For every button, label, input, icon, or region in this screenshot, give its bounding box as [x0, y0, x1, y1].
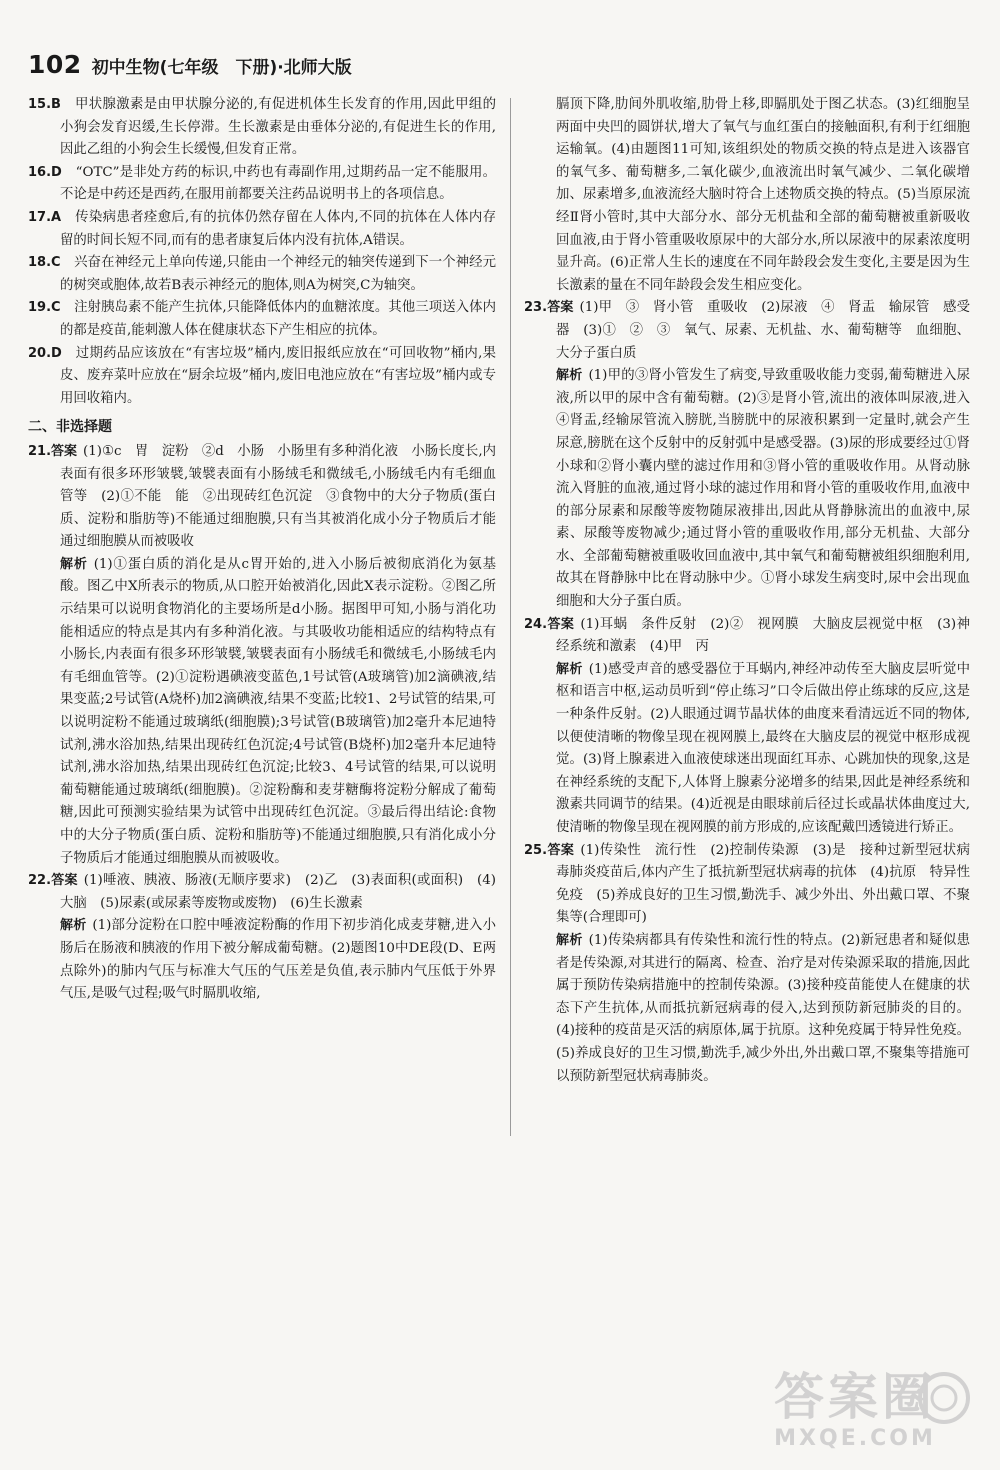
explanation-text: 甲状腺激素是由甲状腺分泌的,有促进机体生长发育的作用,因此甲组的小狗会发育迟缓,生长停滞。生长激素是由垂体分泌的,有促进生长的作用,因此乙组的小狗会生长缓慢,但发育正常。 [60, 97, 497, 158]
answer-label: 答案 [547, 300, 574, 316]
analysis-text-continued: 膈顶下降,肋间外肌收缩,肋骨上移,即膈肌处于图乙状态。(3)红细胞呈两面中央凹的圆饼状,增大了氧气与血红蛋白的接触面积,有利于红细胞运输氧。(4)由题图11可知,该组织处的物质交换的特点是进入该器官的氧气多、葡萄糖多,二氧化碳少,血液流出时氧气减少、二氧化碳增加、尿素增多,血液流经大脑时符合上述物质交换的特点。(5)当原尿流经Ⅱ肾小管时,其中大部分水、部分无机盐和全部的葡萄糖被重新吸收回血液,由于肾小管重吸收原尿中的大部分水,所以尿液中的尿素浓度明显升高。(6)正常人生长的速度在不同年龄段会发生变化,主要是因为生长激素的量在不同年龄段会发生相应变化。 [556, 97, 970, 293]
question-number: 21. [28, 443, 52, 459]
left-column [28, 94, 496, 1006]
answer-label: 答案 [547, 616, 575, 632]
answer-label: 答案 [51, 873, 78, 889]
answer-line [28, 870, 496, 915]
explanation-text: 传染病患者痊愈后,有的抗体仍然存留在人体内,不同的抗体在人体内存留的时间长短不同,而有的患者康复后体内没有抗体,A错误。 [60, 209, 496, 248]
answer-item-18 [28, 252, 496, 297]
answer-item-22-continued [524, 94, 970, 297]
analysis-line [524, 365, 970, 614]
answer-text: (1)传染性 流行性 (2)控制传染源 (3)是 接种过新型冠状病毒肺炎疫苗后,体内产生了抵抗新型冠状病毒的抗体 (4)抗原 特异性免疫 (5)养成良好的卫生习惯,勤洗手、减少外出、外出戴口罩、不聚集等(合理即可) [556, 842, 970, 926]
answer-item-23 [524, 297, 970, 613]
question-number: 16.D [28, 164, 62, 180]
question-number: 18.C [28, 255, 61, 271]
analysis-label: 解析 [60, 918, 87, 934]
analysis-label: 解析 [556, 661, 583, 677]
analysis-label: 解析 [556, 368, 583, 384]
analysis-line [524, 930, 970, 1088]
analysis-line [524, 659, 970, 840]
question-number: 20.D [28, 345, 62, 361]
section-heading: 二、非选择题 [28, 419, 112, 436]
page-number: 102 [28, 50, 82, 79]
analysis-label: 解析 [60, 556, 88, 572]
analysis-text: (1)感受声音的感受器位于耳蜗内,神经冲动传至大脑皮层听觉中枢和语言中枢,运动员听到“停止练习”口令后做出停止练球的反应,这是一种条件反射。(2)人眼通过调节晶状体的曲度来看清远近不同的物体,以便使清晰的物像呈现在视网膜上,最终在大脑皮层的视觉中枢形成视觉。(3)肾上腺素进入血液使球迷出现面红耳赤、心跳加快的现象,这是在神经系统的支配下,人体肾上腺素分泌增多的结果,因此是神经系统和激素共同调节的结果。(4)近视是由眼球前后径过长或晶状体曲度过大,使清晰的物像呈现在视网膜的前方形成的,应该配戴凹透镜进行矫正。 [556, 661, 970, 835]
analysis-text: (1)甲的③肾小管发生了病变,导致重吸收能力变弱,葡萄糖进入尿液,所以甲的尿中含有葡萄糖。(2)③是肾小管,流出的液体叫尿液,进入④肾盂,经输尿管流入膀胱,当膀胱中的尿液积累到一定量时,就会产生尿意,膀胱在这个反射中的反射弧中是感受器。(3)尿的形成要经过①肾小球和②肾小囊内壁的滤过作用和③肾小管的重吸收作用。从肾动脉流入肾脏的血液,通过肾小球的滤过作用和肾小管的重吸收作用,血液中的部分尿素和尿酸等废物随尿液排出,因此从肾静脉流出的血液中,尿素、尿酸等废物减少;通过肾小管的重吸收作用,部分无机盐、大部分水、全部葡萄糖被重吸收回血液中,其中氧气和葡萄糖被组织细胞利用,故其在肾静脉中比在肾动脉中少。①肾小球发生病变时,尿中会出现血细胞和大分子蛋白质。 [556, 368, 970, 610]
answer-line [524, 614, 970, 659]
question-number: 17.A [28, 209, 62, 225]
right-column [524, 94, 970, 1088]
answer-item-22 [28, 870, 496, 1006]
analysis-text: (1)①蛋白质的消化是从c胃开始的,进入小肠后被彻底消化为氨基酸。图乙中X所表示的物质,从口腔开始被消化,因此X表示淀粉。②图乙所示结果可以说明食物消化的主要场所是d小肠。据图甲可知,小肠与消化功能相适应的特点是其内有多种消化液。与其吸收功能相适应的结构特点有小肠长,内表面有很多环形皱襞,皱襞表面有小肠绒毛和微绒毛,小肠绒毛内有毛细血管等。(2)①淀粉遇碘液变蓝色,1号试管(A玻璃管)加2滴碘液,结果变蓝;2号试管(A烧杯)加2滴碘液,结果不变蓝;比较1、2号试管的结果,可以说明淀粉不能通过玻璃纸(细胞膜);3号试管(B玻璃管)加2毫升本尼迪特试剂,沸水浴加热,结果出现砖红色沉淀;4号试管(B烧杯)加2毫升本尼迪特试剂,沸水浴加热,结果出现砖红色沉淀;比较3、4号试管的结果,可以说明葡萄糖能通过玻璃纸(细胞膜)。②淀粉酶和麦芽糖酶将淀粉分解成了葡萄糖,因此可预测实验结果为试管中出现砖红色沉淀。③最后得出结论:食物中的大分子物质(蛋白质、淀粉和脂肪等)不能通过细胞膜,只有消化成小分子物质后才能通过细胞膜从而被吸收。 [60, 556, 496, 866]
answer-item-15 [28, 94, 496, 162]
watermark [730, 1368, 980, 1460]
answer-item-20 [28, 343, 496, 411]
watermark-main-text: 答案圈 [774, 1368, 936, 1426]
column-divider [510, 98, 511, 1136]
answer-text: (1)唾液、胰液、肠液(无顺序要求) (2)乙 (3)表面积(或面积) (4)大脑 (5)尿素(或尿素等废物或废物) (6)生长激素 [60, 873, 496, 911]
answer-text: (1)①c 胃 淀粉 ②d 小肠 小肠里有多种消化液 小肠长度长,内表面有很多环形皱襞,皱襞表面有小肠绒毛和微绒毛,小肠绒毛内有毛细血管等 (2)①不能 能 ②出现砖红色沉淀 ③食物中的大分子物质(蛋白质、淀粉和脂肪等)不能通过细胞膜,只有当其被消化成小分子物质后才能通过细胞膜从而被吸收 [60, 443, 496, 550]
question-number: 23. [524, 300, 548, 316]
question-number: 19.C [28, 300, 61, 316]
book-title: 初中生物(七年级 下册)·北师大版 [91, 58, 352, 78]
watermark-badge-icon [916, 1370, 972, 1426]
question-number: 25. [524, 842, 548, 858]
explanation-text: 注射胰岛素不能产生抗体,只能降低体内的血糖浓度。其他三项送入体内的都是疫苗,能刺激人体在健康状态下产生相应的抗体。 [60, 300, 496, 338]
answer-text: (1)甲 ③ 肾小管 重吸收 (2)尿液 ④ 肾盂 输尿管 感受器 (3)① ② ③ 氧气、尿素、无机盐、水、葡萄糖等 血细胞、大分子蛋白质 [556, 300, 970, 361]
analysis-line [28, 915, 496, 1005]
analysis-label: 解析 [556, 932, 583, 948]
answer-item-16 [28, 162, 496, 207]
question-number: 22. [28, 873, 52, 889]
answer-item-17 [28, 207, 496, 252]
answer-item-25 [524, 840, 970, 1089]
answer-item-24 [524, 614, 970, 840]
analysis-line [28, 554, 496, 870]
analysis-text: (1)传染病都具有传染性和流行性的特点。(2)新冠患者和疑似患者是传染源,对其进行的隔离、检查、治疗是对传染源采取的措施,因此属于预防传染病措施中的控制传染源。(3)接种疫苗能使人在健康的状态下产生抗体,从而抵抗新冠病毒的侵入,达到预防新冠肺炎的目的。(4)接种的疫苗是灭活的病原体,属于抗原。这种免疫属于特异性免疫。(5)养成良好的卫生习惯,勤洗手,减少外出,外出戴口罩,不聚集等措施可以预防新型冠状病毒肺炎。 [556, 932, 970, 1084]
explanation-text: 兴奋在神经元上单向传递,只能由一个神经元的轴突传递到下一个神经元的树突或胞体,故若B表示神经元的胞体,则A为树突,C为轴突。 [60, 255, 496, 293]
answer-item-19 [28, 297, 496, 342]
answer-line [524, 840, 970, 930]
question-number: 15.B [28, 97, 61, 112]
analysis-text: (1)部分淀粉在口腔中唾液淀粉酶的作用下初步消化成麦芽糖,进入小肠后在肠液和胰液的作用下被分解成葡萄糖。(2)题图10中DE段(D、E两点除外)的肺内气压与标准大气压的气压差是负值,表示肺内气压低于外界气压,是吸气过程;吸气时膈肌收缩, [60, 918, 496, 1002]
answer-line [524, 297, 970, 365]
watermark-domain-text: MXQE.COM [774, 1426, 936, 1451]
page-header [28, 50, 352, 79]
answer-line [28, 441, 496, 554]
explanation-text: “OTC”是非处方药的标识,中药也有毒副作用,过期药品一定不能服用。不论是中药还是西药,在服用前都要关注药品说明书上的各项信息。 [60, 164, 497, 203]
answer-text: (1)耳蜗 条件反射 (2)② 视网膜 大脑皮层视觉中枢 (3)神经系统和激素 (4)甲 丙 [556, 616, 970, 655]
question-number: 24. [524, 616, 548, 632]
answer-label: 答案 [51, 443, 78, 459]
explanation-text: 过期药品应该放在“有害垃圾”桶内,废旧报纸应放在“可回收物”桶内,果皮、废弃菜叶应放在“厨余垃圾”桶内,废旧电池应放在“有害垃圾”桶内或专用回收箱内。 [60, 345, 496, 406]
answer-item-21 [28, 441, 496, 870]
answer-label: 答案 [547, 842, 575, 858]
